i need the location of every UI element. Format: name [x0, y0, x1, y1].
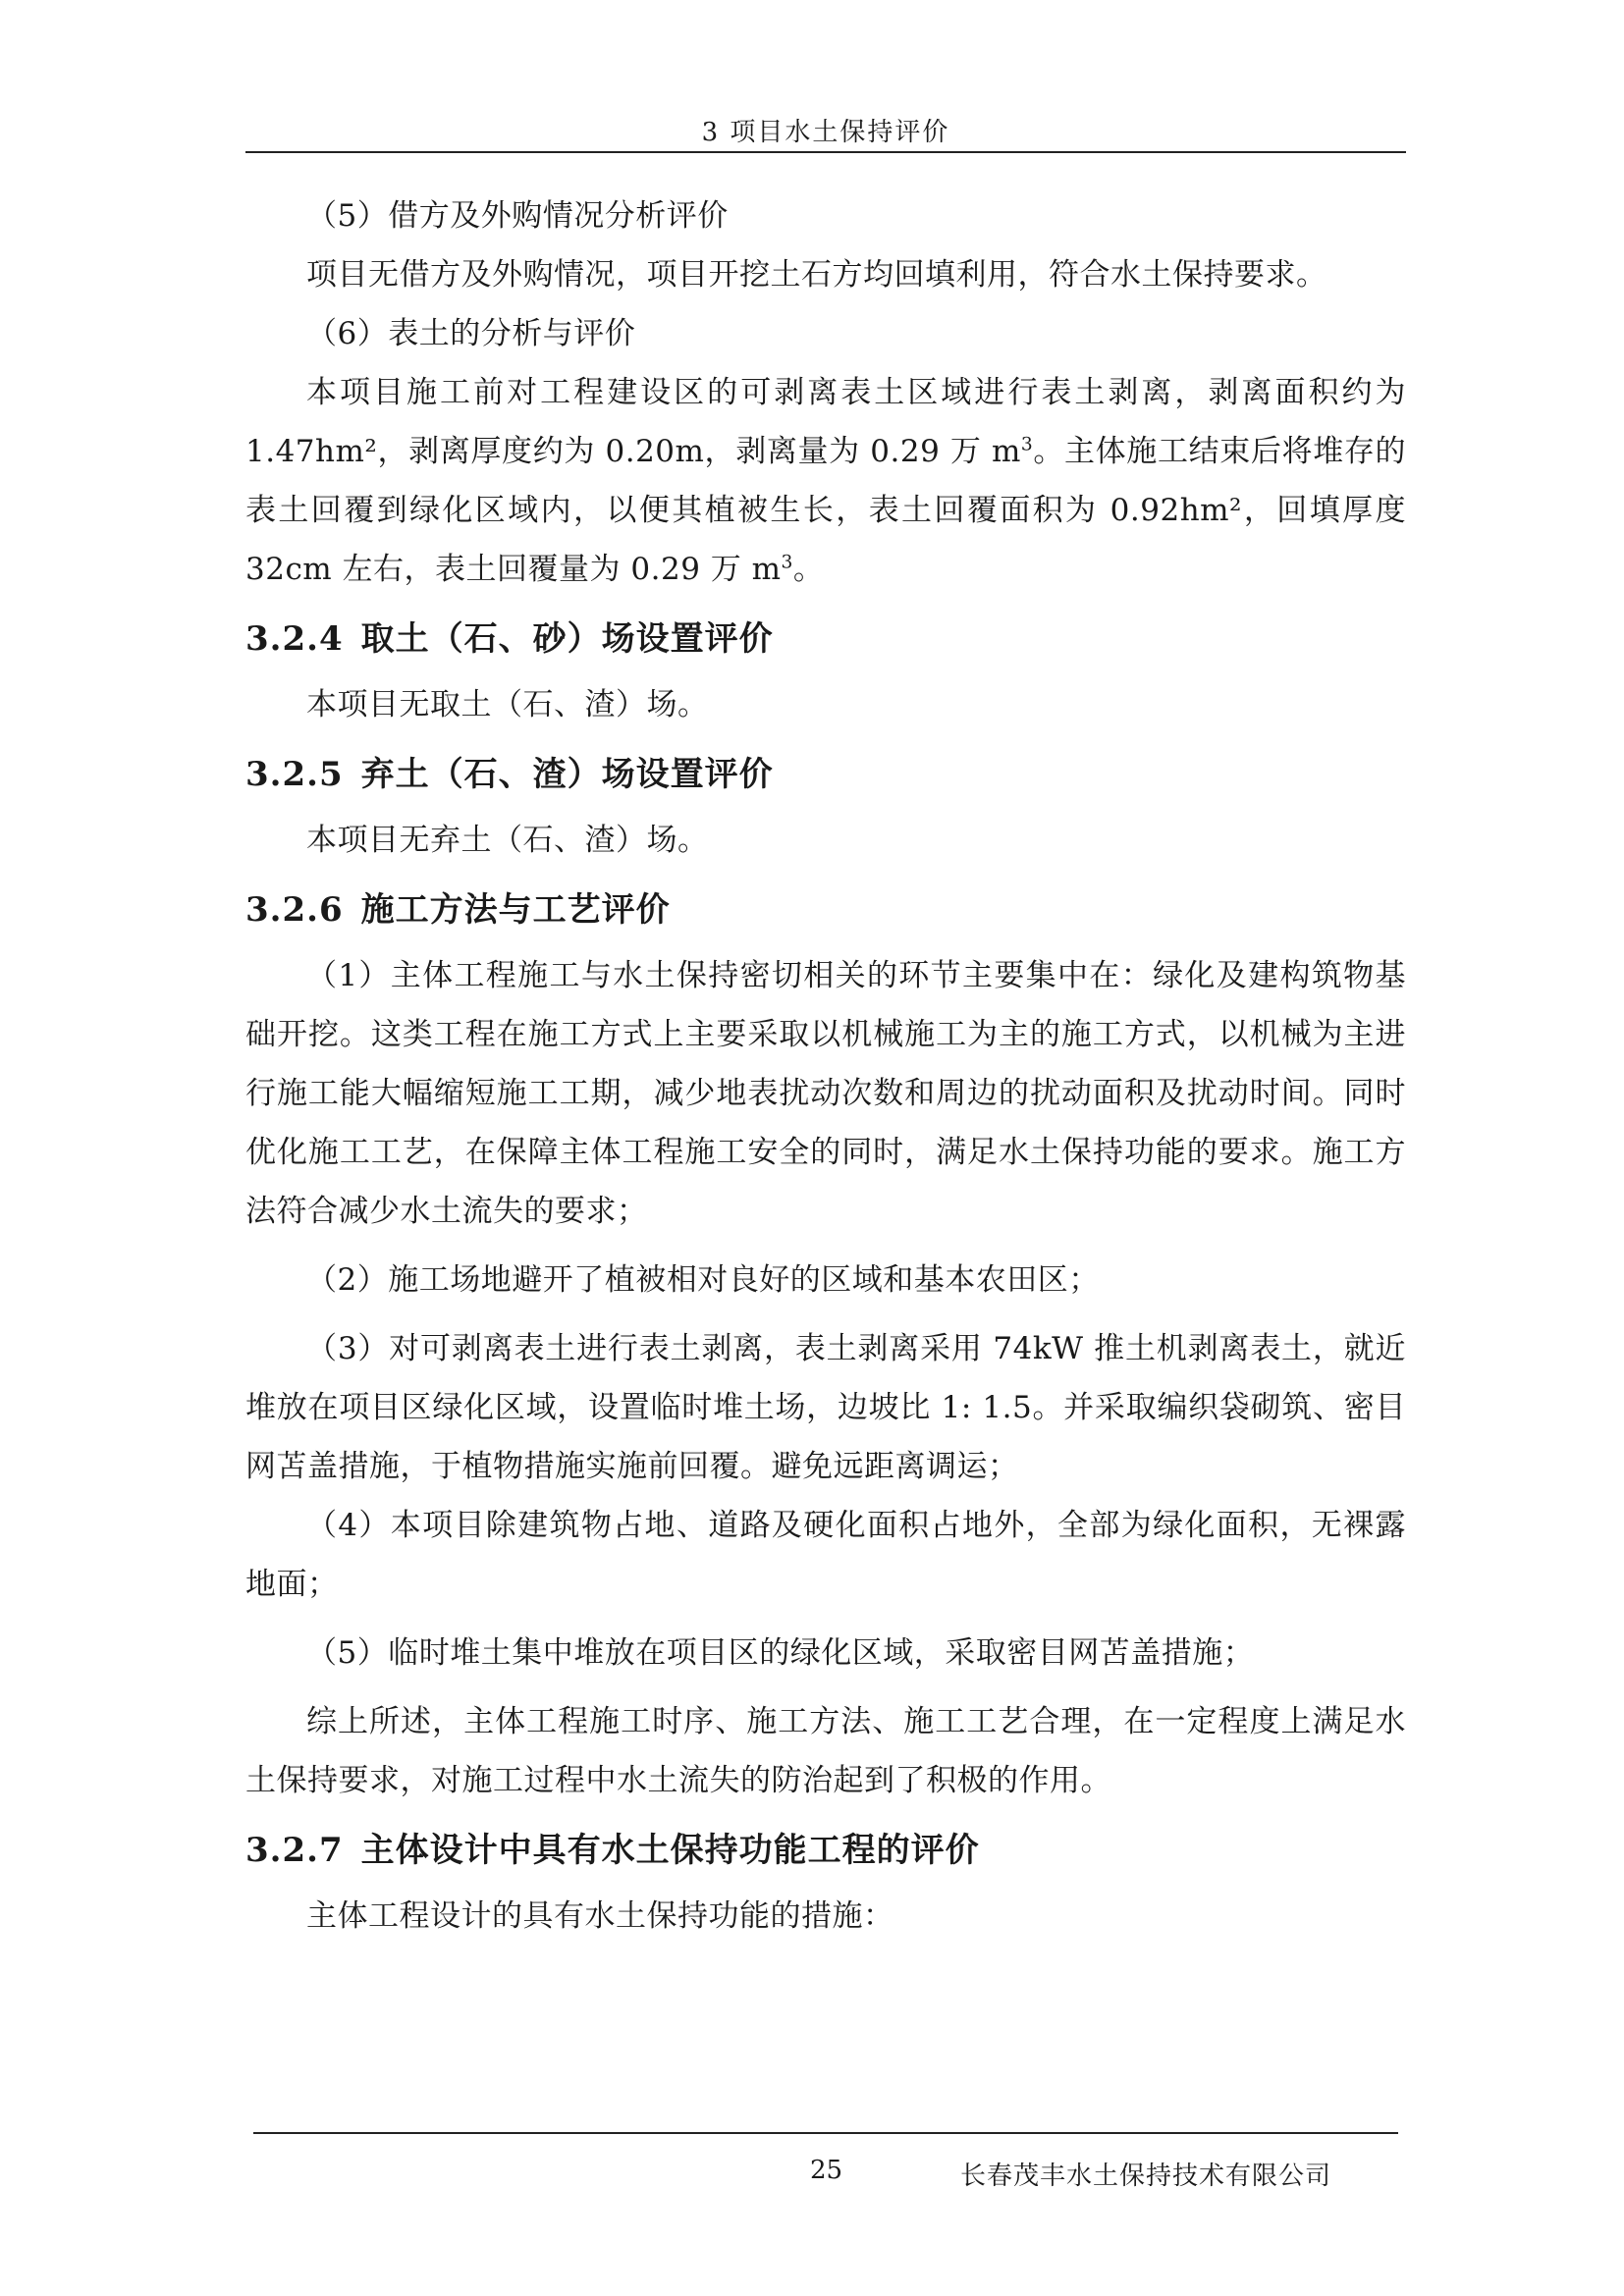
- paragraph-borrow-analysis: 项目无借方及外购情况，项目开挖土石方均回填利用，符合水土保持要求。: [306, 257, 1327, 293]
- paragraph-no-borrow-pit: 本项目无取土（石、渣）场。: [306, 687, 709, 722]
- paragraph-topsoil: [245, 363, 1406, 599]
- superscript-3: 3: [781, 552, 793, 573]
- paragraph-method-4: （4）本项目除建筑物占地、道路及硬化面积占地外，全部为绿化面积，无裸露地面；: [245, 1508, 1406, 1602]
- page-number: 25: [810, 2156, 843, 2185]
- section-heading-3-2-7: [245, 1818, 1406, 1883]
- header-divider: [245, 151, 1406, 153]
- section-title: 主体设计中具有水土保持功能工程的评价: [360, 1831, 980, 1870]
- paragraph-subheading-6: （6）表土的分析与评价: [306, 316, 636, 351]
- section-title: 弃土（石、渣）场设置评价: [360, 755, 774, 794]
- section-number: 3.2.4: [245, 619, 344, 659]
- paragraph-measures-intro: 主体工程设计的具有水土保持功能的措施：: [306, 1898, 894, 1934]
- topsoil-text-c: 。: [792, 552, 825, 587]
- section-number: 3.2.5: [245, 755, 344, 794]
- paragraph-method-5: （5）临时堆土集中堆放在项目区的绿化区域，采取密目网苫盖措施；: [306, 1635, 1255, 1671]
- paragraph-subheading-5: （5）借方及外购情况分析评价: [306, 198, 729, 234]
- paragraph-method-2: （2）施工场地避开了植被相对良好的区域和基本农田区；: [306, 1262, 1100, 1298]
- paragraph-no-spoil-site: 本项目无弃土（石、渣）场。: [306, 823, 709, 858]
- paragraph-method-3: （3）对可剥离表土进行表土剥离，表土剥离采用 74kW 推土机剥离表土，就近堆放在项目区绿化区域，设置临时堆土场，边坡比 1: 1.5。并采取编织袋砌筑、密目网苫盖措施，于植物措施实施前回覆。避免远距离调运；: [245, 1331, 1406, 1484]
- section-heading-3-2-6: [245, 878, 1406, 942]
- page-body: [245, 187, 1406, 1946]
- section-number: 3.2.7: [245, 1831, 344, 1870]
- topsoil-text-a: 本项目施工前对工程建设区的可剥离表土区域进行表土剥离，剥离面积约为 1.47hm²，剥离厚度约为 0.20m，剥离量为 0.29 万 m: [245, 375, 1406, 469]
- section-number: 3.2.6: [245, 890, 344, 930]
- section-heading-3-2-4: [245, 607, 1406, 671]
- topsoil-text-b: 。主体施工结束后将堆存的表土回覆到绿化区域内，以便其植被生长，表土回覆面积为 0.92hm²，回填厚度 32cm 左右，表土回覆量为 0.29 万 m: [245, 434, 1406, 587]
- paragraph-method-1: （1）主体工程施工与水土保持密切相关的环节主要集中在：绿化及建构筑物基础开挖。这类工程在施工方式上主要采取以机械施工为主的施工方式，以机械为主进行施工能大幅缩短施工工期，减少地表扰动次数和周边的扰动面积及扰动时间。同时优化施工工艺，在保障主体工程施工安全的同时，满足水土保持功能的要求。施工方法符合减少水土流失的要求；: [245, 958, 1406, 1229]
- paragraph-summary: 综上所述，主体工程施工时序、施工方法、施工工艺合理，在一定程度上满足水土保持要求，对施工过程中水土流失的防治起到了积极的作用。: [245, 1704, 1406, 1798]
- section-title: 施工方法与工艺评价: [360, 890, 671, 930]
- company-name: 长春茂丰水土保持技术有限公司: [960, 2162, 1332, 2191]
- footer-divider: [253, 2132, 1398, 2134]
- superscript-3: 3: [1020, 434, 1034, 455]
- section-heading-3-2-5: [245, 742, 1406, 807]
- section-title: 取土（石、砂）场设置评价: [360, 619, 774, 659]
- running-header: 3 项目水土保持评价: [701, 118, 950, 147]
